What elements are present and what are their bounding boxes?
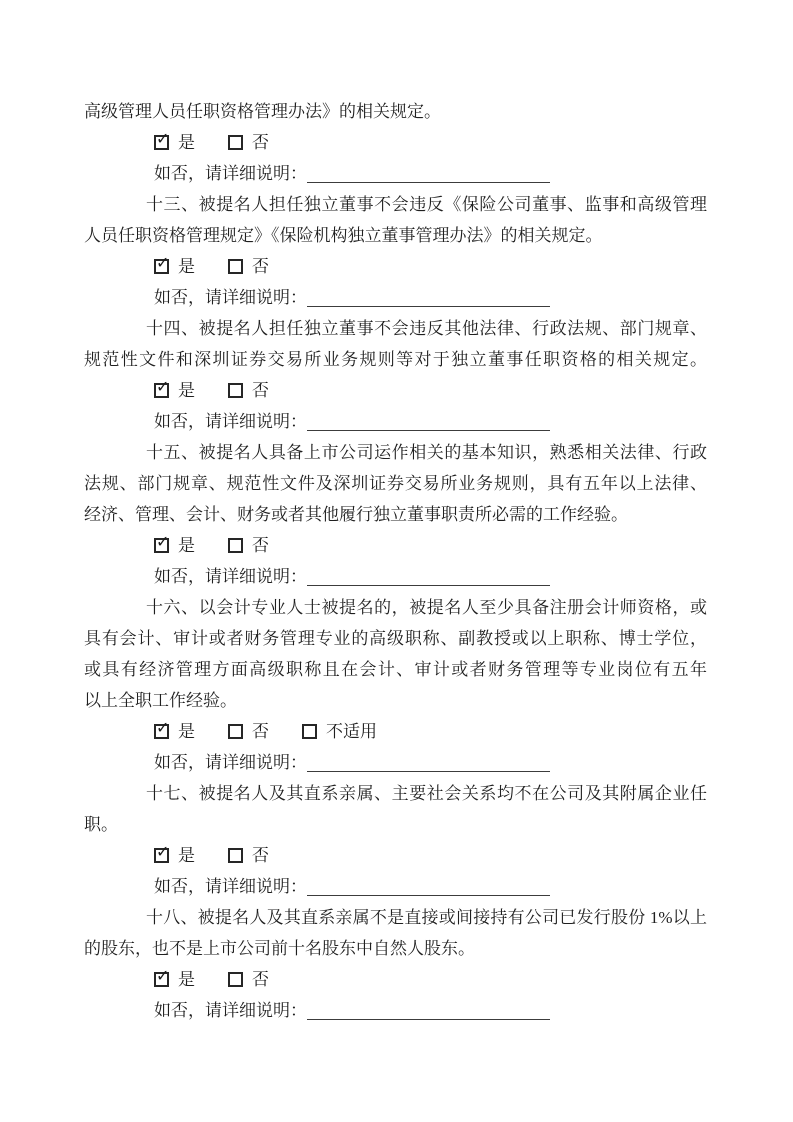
explanation-blank-field[interactable] — [307, 292, 550, 307]
item-15-explain-row — [84, 561, 707, 592]
item-16-option-na[interactable] — [302, 716, 377, 747]
explanation-blank-field[interactable] — [307, 168, 550, 183]
checkbox-unchecked-icon[interactable] — [302, 724, 317, 739]
item-12-continuation-answer-options — [84, 127, 707, 158]
explain-label: 如否，请详细说明： — [154, 412, 307, 431]
item-16-answer-options — [84, 716, 707, 747]
checkbox-checked-icon[interactable] — [154, 253, 170, 274]
item-12-continuation-text-line: 高级管理人员任职资格管理办法》的相关规定。 — [84, 102, 441, 121]
item-14-answer-options — [84, 375, 707, 406]
item-15-text-line: 十五、被提名人具备上市公司运作相关的基本知识，熟悉相关法律、行政 — [146, 443, 707, 462]
item-17-text-line: 职。 — [84, 815, 118, 834]
option-label: 是 — [178, 722, 195, 741]
item-16-text-line: 以上全职工作经验。 — [84, 691, 237, 710]
item-14-explain-row — [84, 406, 707, 437]
item-14-option-yes[interactable] — [154, 375, 195, 406]
option-label: 不适用 — [326, 722, 377, 741]
item-13-text-line: 人员任职资格管理规定》《保险机构独立董事管理办法》的相关规定。 — [84, 226, 603, 245]
checkbox-checked-icon[interactable] — [154, 966, 170, 987]
explain-label: 如否，请详细说明： — [154, 753, 307, 772]
check-mark-icon: ✓ — [156, 129, 170, 148]
checkbox-unchecked-icon[interactable] — [228, 724, 243, 739]
option-label: 是 — [178, 846, 195, 865]
checkbox-unchecked-icon[interactable] — [228, 972, 243, 987]
item-17-answer-options — [84, 840, 707, 871]
item-18-text-line: 的股东，也不是上市公司前十名股东中自然人股东。 — [84, 939, 475, 958]
check-mark-icon: ✓ — [156, 377, 170, 396]
option-label: 是 — [178, 257, 195, 276]
check-mark-icon: ✓ — [156, 718, 170, 737]
item-15-text-line: 法规、部门规章、规范性文件及深圳证券交易所业务规则，具有五年以上法律、 — [84, 474, 707, 493]
option-label: 是 — [178, 381, 195, 400]
item-14-option-no[interactable] — [228, 375, 269, 406]
check-mark-icon: ✓ — [156, 253, 170, 272]
item-15-option-no[interactable] — [228, 530, 269, 561]
item-15-text-line: 经济、管理、会计、财务或者其他履行独立董事职责所必需的工作经验。 — [84, 505, 628, 524]
item-18-answer-options — [84, 964, 707, 995]
item-17-text-line: 十七、被提名人及其直系亲属、主要社会关系均不在公司及其附属企业任 — [146, 784, 707, 803]
item-13-text-line: 十三、被提名人担任独立董事不会违反《保险公司董事、监事和高级管理 — [146, 195, 707, 214]
explanation-blank-field[interactable] — [307, 416, 550, 431]
item-15-option-yes[interactable] — [154, 530, 195, 561]
item-16-explain-row — [84, 747, 707, 778]
item-12-continuation-option-yes[interactable] — [154, 127, 195, 158]
explain-label: 如否，请详细说明： — [154, 288, 307, 307]
option-label: 否 — [252, 722, 269, 741]
check-mark-icon: ✓ — [156, 966, 170, 985]
option-label: 否 — [252, 846, 269, 865]
option-label: 否 — [252, 536, 269, 555]
item-14-text-line: 十四、被提名人担任独立董事不会违反其他法律、行政法规、部门规章、 — [146, 319, 707, 338]
option-label: 是 — [178, 536, 195, 555]
option-label: 是 — [178, 133, 195, 152]
explain-label: 如否，请详细说明： — [154, 1001, 307, 1020]
item-15-answer-options — [84, 530, 707, 561]
item-12-continuation-explain-row — [84, 158, 707, 189]
item-18-option-yes[interactable] — [154, 964, 195, 995]
check-mark-icon: ✓ — [156, 532, 170, 551]
explain-label: 如否，请详细说明： — [154, 877, 307, 896]
item-18-option-no[interactable] — [228, 964, 269, 995]
option-label: 否 — [252, 970, 269, 989]
explanation-blank-field[interactable] — [307, 1005, 550, 1020]
item-16-option-yes[interactable] — [154, 716, 195, 747]
explain-label: 如否，请详细说明： — [154, 567, 307, 586]
checkbox-unchecked-icon[interactable] — [228, 383, 243, 398]
document-content — [84, 96, 707, 1026]
checkbox-unchecked-icon[interactable] — [228, 538, 243, 553]
item-18-explain-row — [84, 995, 707, 1026]
item-18-text-line: 十八、被提名人及其直系亲属不是直接或间接持有公司已发行股份 1%以上 — [146, 908, 707, 927]
option-label: 是 — [178, 970, 195, 989]
checkbox-unchecked-icon[interactable] — [228, 848, 243, 863]
explain-label: 如否，请详细说明： — [154, 164, 307, 183]
item-16-text-line: 具有会计、审计或者财务管理专业的高级职称、副教授或以上职称、博士学位， — [84, 629, 707, 648]
item-17-option-no[interactable] — [228, 840, 269, 871]
checkbox-checked-icon[interactable] — [154, 532, 170, 553]
option-label: 否 — [252, 257, 269, 276]
item-13-option-no[interactable] — [228, 251, 269, 282]
check-mark-icon: ✓ — [156, 842, 170, 861]
checkbox-checked-icon[interactable] — [154, 718, 170, 739]
explanation-blank-field[interactable] — [307, 881, 550, 896]
explanation-blank-field[interactable] — [307, 757, 550, 772]
item-16-text-line: 十六、以会计专业人士被提名的，被提名人至少具备注册会计师资格，或 — [146, 598, 707, 617]
item-16-option-no[interactable] — [228, 716, 269, 747]
option-label: 否 — [252, 381, 269, 400]
item-17-option-yes[interactable] — [154, 840, 195, 871]
item-14-text-line: 规范性文件和深圳证券交易所业务规则等对于独立董事任职资格的相关规定。 — [84, 350, 707, 369]
checkbox-checked-icon[interactable] — [154, 842, 170, 863]
checkbox-checked-icon[interactable] — [154, 377, 170, 398]
checkbox-checked-icon[interactable] — [154, 129, 170, 150]
item-13-answer-options — [84, 251, 707, 282]
item-13-explain-row — [84, 282, 707, 313]
option-label: 否 — [252, 133, 269, 152]
item-17-explain-row — [84, 871, 707, 902]
item-13-option-yes[interactable] — [154, 251, 195, 282]
explanation-blank-field[interactable] — [307, 571, 550, 586]
checkbox-unchecked-icon[interactable] — [228, 135, 243, 150]
item-12-continuation-option-no[interactable] — [228, 127, 269, 158]
checkbox-unchecked-icon[interactable] — [228, 259, 243, 274]
item-16-text-line: 或具有经济管理方面高级职称且在会计、审计或者财务管理等专业岗位有五年 — [84, 660, 707, 679]
